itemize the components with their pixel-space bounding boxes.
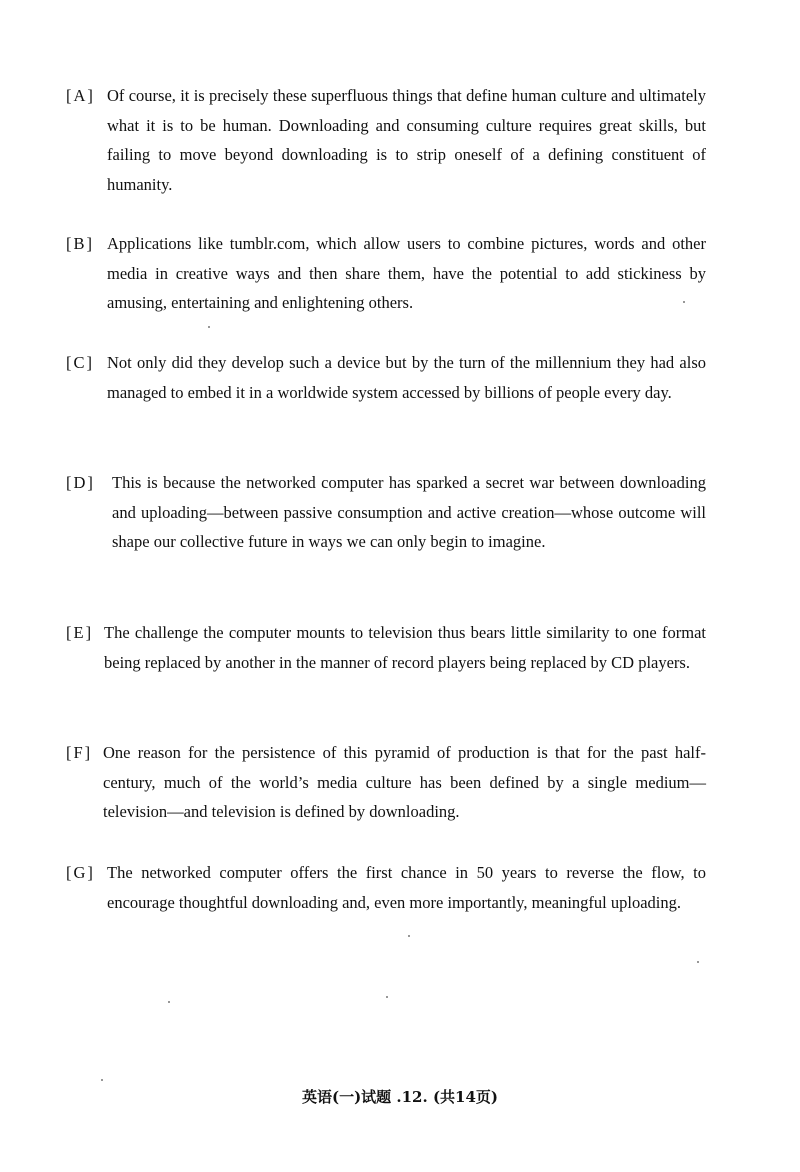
option-g: [66, 858, 706, 917]
option-text: One reason for the persistence of this pyramid of production is that for the past half-century, much of the world’s media culture has been defined by a single medium—television—and television is defined by downloading.: [103, 743, 706, 821]
scan-speck: [408, 935, 410, 937]
option-b: [66, 229, 706, 318]
option-label: [B]: [66, 234, 94, 253]
scan-speck: [386, 996, 388, 998]
scan-speck: [697, 961, 699, 963]
option-a: [66, 81, 706, 199]
option-text: Applications like tumblr.com, which allow users to combine pictures, words and other media in creative ways and then share them, have the potential to add stickiness by amusing, entertaining and enlightening others.: [107, 234, 706, 312]
option-text: Of course, it is precisely these superfluous things that define human culture and ultimately what it is to be human. Downloading and consuming culture requires great skills, but failing to move beyond downloading is to strip oneself of a defining constituent of humanity.: [107, 86, 706, 194]
option-text: The challenge the computer mounts to television thus bears little similarity to one format being replaced by another in the manner of record players being replaced by CD players.: [104, 623, 706, 672]
option-label: [D]: [66, 473, 95, 492]
option-text: The networked computer offers the first chance in 50 years to reverse the flow, to encourage thoughtful downloading and, even more importantly, meaningful uploading.: [107, 863, 706, 912]
option-d: [66, 468, 706, 557]
option-label: [G]: [66, 863, 95, 882]
scan-speck: [168, 1001, 170, 1003]
option-label: [F]: [66, 743, 93, 762]
option-f: [66, 738, 706, 827]
scan-speck: [683, 301, 685, 303]
option-c: [66, 348, 706, 407]
scan-speck: [101, 1079, 103, 1081]
scan-speck: [208, 326, 210, 328]
option-label: [C]: [66, 353, 94, 372]
option-e: [66, 618, 706, 677]
option-label: [A]: [66, 86, 95, 105]
page-footer: 英语(一)试题 .12. (共14页): [301, 1088, 499, 1106]
option-text: Not only did they develop such a device but by the turn of the millennium they had also managed to embed it in a worldwide system accessed by billions of people every day.: [107, 353, 706, 402]
option-label: [E]: [66, 623, 94, 642]
option-text: This is because the networked computer has sparked a secret war between downloading and uploading—between passive consumption and active creation—whose outcome will shape our collective future in ways we can only begin to imagine.: [112, 473, 706, 551]
